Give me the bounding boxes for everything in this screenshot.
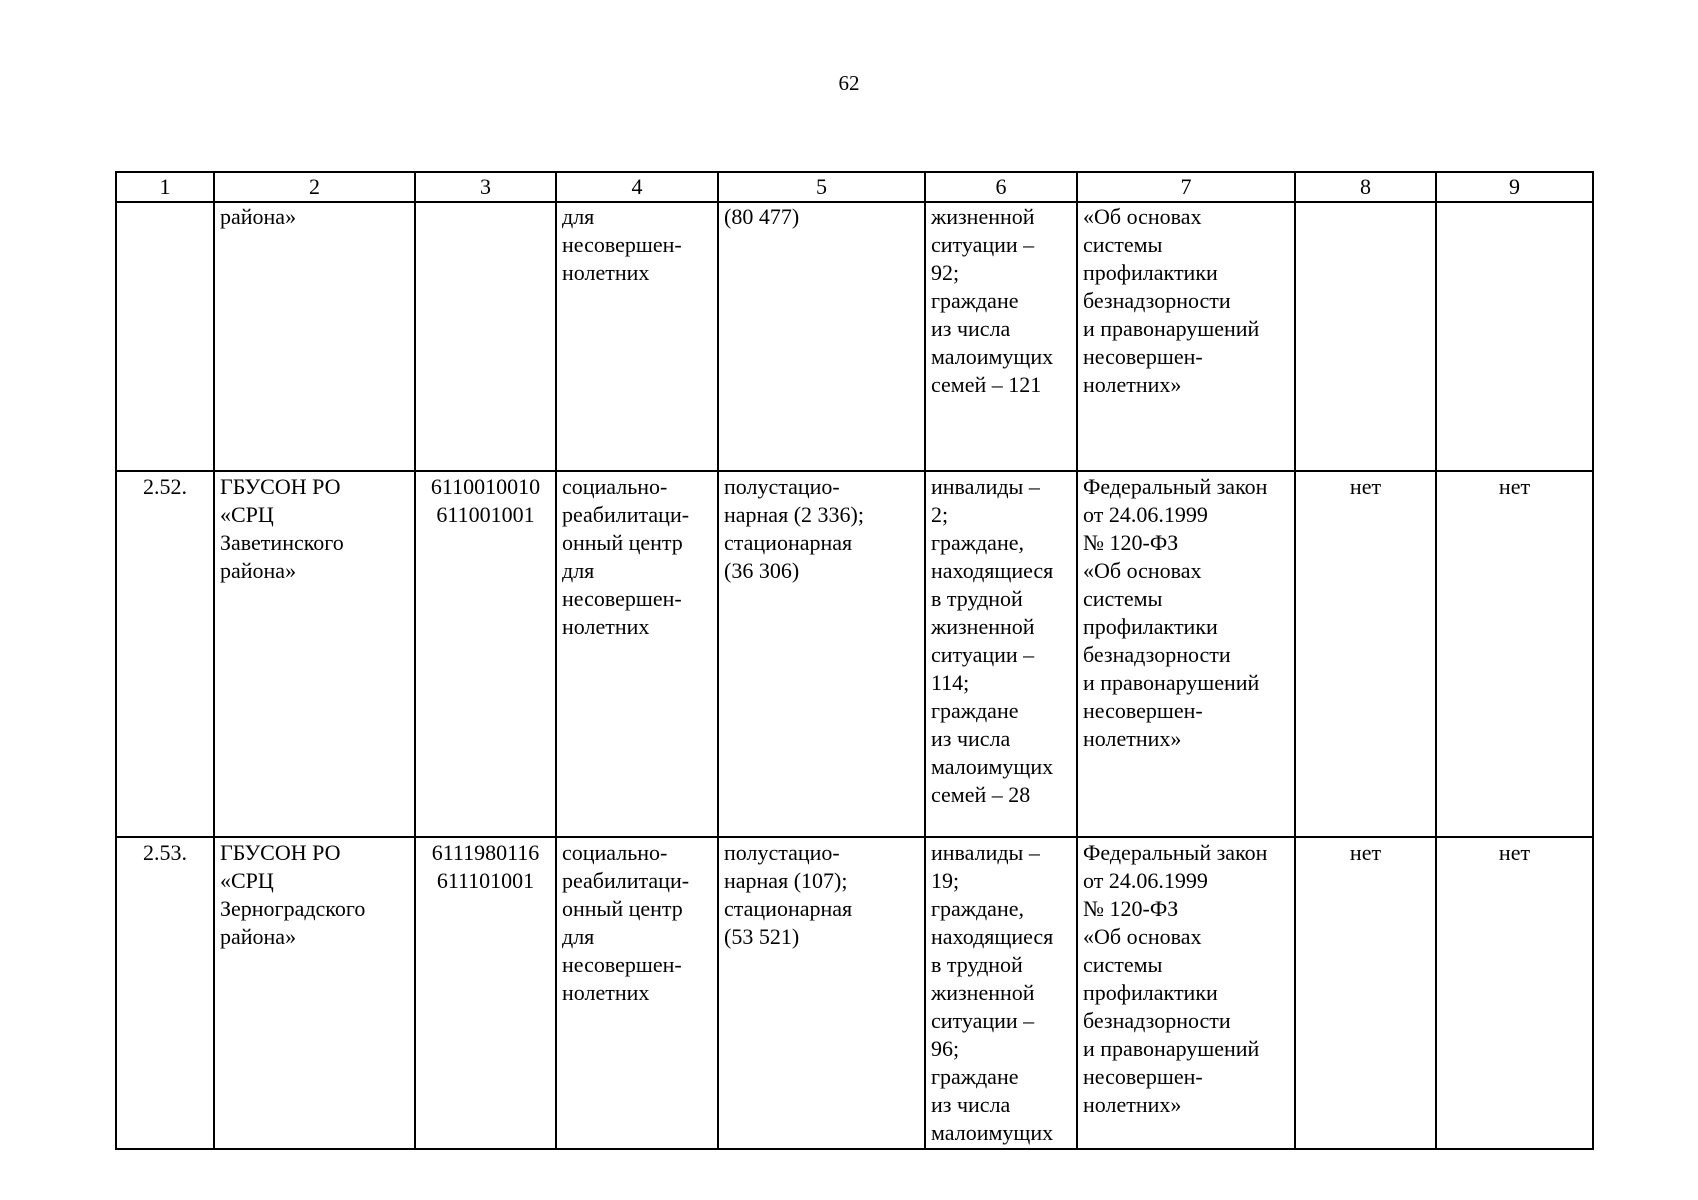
row-number-cell [116, 202, 214, 471]
cell-text-line: нолетних» [1083, 1092, 1182, 1117]
service-form-cell [718, 471, 925, 837]
cell-text-line: Зерноградского [220, 896, 366, 921]
cell-text-line: 6110010010 [430, 474, 541, 499]
cell-text-line: граждане [931, 288, 1019, 313]
registry-table [115, 171, 1594, 1150]
column-number: 2 [214, 172, 415, 202]
column-number: 6 [925, 172, 1077, 202]
column-number: 5 [718, 172, 925, 202]
cell-text-line: несовершен- [562, 232, 682, 257]
cell-text-line: семей – 121 [931, 372, 1042, 397]
legal-basis-cell [1077, 202, 1295, 471]
cell-text-line: системы [1083, 586, 1163, 611]
institution-name-cell [214, 837, 415, 1149]
cell-text-line: безнадзорности [1083, 288, 1231, 313]
cell-text-line: нолетних» [1083, 726, 1182, 751]
cell-text-line: находящиеся [931, 924, 1054, 949]
inn-kpp-cell [415, 837, 556, 1149]
cell-text-line: нолетних» [1083, 372, 1182, 397]
table-row [116, 837, 1593, 1149]
cell-text-line: (36 306) [724, 558, 800, 583]
row-number-cell: 2.53. [116, 837, 214, 1149]
service-form-cell [718, 202, 925, 471]
cell-text-line: жизненной [931, 614, 1035, 639]
cell-text-line: нарная (107); [724, 868, 848, 893]
cell-text-line: и правонарушений [1083, 1036, 1260, 1061]
column-number-row [116, 172, 1593, 202]
column-8-cell: нет [1295, 837, 1436, 1149]
cell-text-line: и правонарушений [1083, 316, 1260, 341]
cell-text-line: для [562, 204, 595, 229]
cell-text-line: граждане, [931, 896, 1024, 921]
cell-text-line: реабилитаци- [562, 502, 690, 527]
cell-text-line: ГБУСОН РО [220, 474, 341, 499]
cell-text-line: в трудной [931, 586, 1023, 611]
column-8-cell [1295, 202, 1436, 471]
cell-text-line: (80 477) [724, 204, 800, 229]
cell-text-line: (53 521) [724, 924, 800, 949]
column-number: 9 [1436, 172, 1593, 202]
institution-type-cell [556, 837, 718, 1149]
column-9-cell [1436, 202, 1593, 471]
cell-text-line: 114; [931, 670, 970, 695]
cell-text-line: нолетних [562, 260, 650, 285]
legal-basis-cell [1077, 837, 1295, 1149]
cell-text-line: малоимущих [931, 1120, 1054, 1145]
cell-text-line: несовершен- [1083, 698, 1203, 723]
cell-text-line: безнадзорности [1083, 1008, 1231, 1033]
cell-text-line: нолетних [562, 980, 650, 1005]
cell-text-line: от 24.06.1999 [1083, 502, 1208, 527]
column-number: 4 [556, 172, 718, 202]
cell-text-line: 2; [931, 502, 949, 527]
cell-text-line: № 120-ФЗ [1083, 530, 1179, 555]
cell-text-line: граждане, [931, 530, 1024, 555]
cell-text-line: 611001001 [436, 502, 535, 527]
cell-text-line: стационарная [724, 896, 853, 921]
cell-text-line: семей – 28 [931, 782, 1031, 807]
cell-text-line: нолетних [562, 614, 650, 639]
table-row [116, 471, 1593, 837]
column-8-cell: нет [1295, 471, 1436, 837]
cell-text-line: жизненной [931, 204, 1035, 229]
cell-text-line: несовершен- [562, 952, 682, 977]
cell-text-line: граждане [931, 698, 1019, 723]
cell-text-line: района» [220, 924, 297, 949]
cell-text-line: 611101001 [436, 868, 535, 893]
cell-text-line: 19; [931, 868, 960, 893]
cell-text-line: социально- [562, 474, 668, 499]
cell-text-line: малоимущих [931, 754, 1054, 779]
page-number: 62 [838, 71, 860, 95]
cell-text-line: социально- [562, 840, 668, 865]
cell-text-line: малоимущих [931, 344, 1054, 369]
cell-text-line: 6111980116 [431, 840, 540, 865]
cell-text-line: из числа [931, 726, 1011, 751]
cell-text-line: инвалиды – [931, 840, 1040, 865]
cell-text-line: и правонарушений [1083, 670, 1260, 695]
cell-text-line: из числа [931, 316, 1011, 341]
cell-text-line: «СРЦ [220, 868, 274, 893]
cell-text-line: ситуации – [931, 642, 1035, 667]
cell-text-line: системы [1083, 232, 1163, 257]
recipients-cell [925, 471, 1077, 837]
cell-text-line: нарная (2 336); [724, 502, 864, 527]
cell-text-line: жизненной [931, 980, 1035, 1005]
cell-text-line: для [562, 558, 595, 583]
cell-text-line: профилактики [1083, 980, 1218, 1005]
table-row [116, 202, 1593, 471]
column-number: 1 [116, 172, 214, 202]
recipients-cell [925, 202, 1077, 471]
cell-text-line: стационарная [724, 530, 853, 555]
legal-basis-cell [1077, 471, 1295, 837]
cell-text-line: в трудной [931, 952, 1023, 977]
row-number-cell: 2.52. [116, 471, 214, 837]
cell-text-line: ситуации – [931, 232, 1035, 257]
column-9-cell: нет [1436, 837, 1593, 1149]
cell-text-line: профилактики [1083, 614, 1218, 639]
cell-text-line: реабилитаци- [562, 868, 690, 893]
cell-text-line: «Об основах [1083, 204, 1202, 229]
cell-text-line: для [562, 924, 595, 949]
recipients-cell [925, 837, 1077, 1149]
column-number: 7 [1077, 172, 1295, 202]
cell-text-line: от 24.06.1999 [1083, 868, 1208, 893]
cell-text-line: ситуации – [931, 1008, 1035, 1033]
column-number: 8 [1295, 172, 1436, 202]
column-number: 3 [415, 172, 556, 202]
cell-text-line: находящиеся [931, 558, 1054, 583]
inn-kpp-cell [415, 202, 556, 471]
cell-text-line: «Об основах [1083, 924, 1202, 949]
cell-text-line: несовершен- [1083, 344, 1203, 369]
cell-text-line: 96; [931, 1036, 960, 1061]
institution-type-cell [556, 202, 718, 471]
table-body [116, 202, 1593, 1149]
cell-text-line: района» [220, 204, 297, 229]
institution-name-cell [214, 471, 415, 837]
cell-text-line: «СРЦ [220, 502, 274, 527]
service-form-cell [718, 837, 925, 1149]
institution-type-cell [556, 471, 718, 837]
cell-text-line: онный центр [562, 896, 683, 921]
cell-text-line: несовершен- [1083, 1064, 1203, 1089]
cell-text-line: системы [1083, 952, 1163, 977]
inn-kpp-cell [415, 471, 556, 837]
cell-text-line: из числа [931, 1092, 1011, 1117]
cell-text-line: граждане [931, 1064, 1019, 1089]
column-9-cell: нет [1436, 471, 1593, 837]
cell-text-line: «Об основах [1083, 558, 1202, 583]
cell-text-line: Заветинского [220, 530, 344, 555]
cell-text-line: района» [220, 558, 297, 583]
cell-text-line: ГБУСОН РО [220, 840, 341, 865]
cell-text-line: полустацио- [724, 840, 840, 865]
cell-text-line: безнадзорности [1083, 642, 1231, 667]
cell-text-line: инвалиды – [931, 474, 1040, 499]
cell-text-line: Федеральный закон [1083, 474, 1268, 499]
cell-text-line: несовершен- [562, 586, 682, 611]
cell-text-line: Федеральный закон [1083, 840, 1268, 865]
cell-text-line: полустацио- [724, 474, 840, 499]
cell-text-line: онный центр [562, 530, 683, 555]
cell-text-line: 92; [931, 260, 960, 285]
institution-name-cell [214, 202, 415, 471]
cell-text-line: № 120-ФЗ [1083, 896, 1179, 921]
cell-text-line: профилактики [1083, 260, 1218, 285]
